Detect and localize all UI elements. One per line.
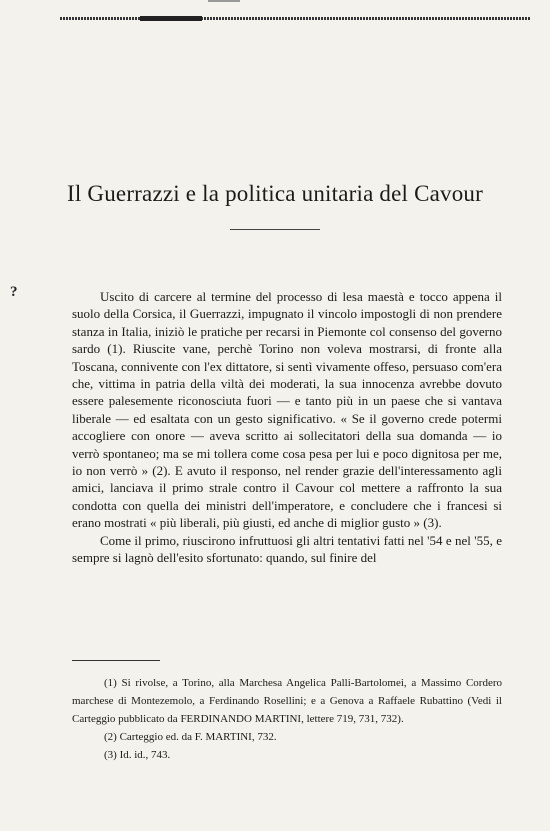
paragraph-2: Come il primo, riuscirono infruttuosi gli altri tentativi fatti nel '54 e nel '55, e sempre si lagnò dell'esito sfortunato: quando, sul finire del (72, 532, 502, 566)
footnote-separator-rule (72, 660, 160, 661)
chapter-title: Il Guerrazzi e la politica unitaria del Cavour (67, 181, 483, 206)
top-rule-dark-segment (140, 16, 202, 21)
top-ornamental-rule (60, 17, 530, 20)
footnotes (72, 674, 502, 764)
body-text (72, 288, 502, 567)
footnote-1: (1) Si rivolse, a Torino, alla Marchesa Angelica Palli-Bartolomei, a Massimo Cordero marchese di Montezemolo, a Ferdinando Rosellini; e a Genova a Raffaele Rubattino (Vedi il Carteggio pubblicato da FERDINANDO MARTINI, lettere 719, 731, 732). (72, 677, 502, 725)
footnote-2: (2) Carteggio ed. da F. MARTINI, 732. (104, 731, 277, 743)
top-tick-mark (208, 0, 240, 2)
title-underline-rule (230, 229, 320, 230)
margin-annotation-mark: ? (10, 284, 18, 300)
footnote-3: (3) Id. id., 743. (104, 749, 171, 761)
paragraph-1: Uscito di carcere al termine del processo di lesa maestà e tocco appena il suolo della Corsica, il Guerrazzi, impugnato il vincolo impostogli di non prendere stanza in Italia, iniziò le pratiche per recarsi in Piemonte col consenso del governo sardo (1). Riuscite vane, perchè Torino non voleva mostrarsi, di fronte alla Toscana, connivente con l'ex dittatore, si sentì vivamente offeso, persuaso com'era che, vittima in patria della viltà dei moderati, la sua innocenza avrebbe dovuto essere palesemente riconosciuta fuori — e tanto più in un paese che si vantava liberale — ed esaltata con un gesto significativo. « Se il governo crede potermi accogliere con onore — aveva scritto ai sollecitatori della sua domanda — io verrò spontaneo; ma se mi tollera come cosa pesa per lui e poco dignitosa per me, io non verrò » (2). E avuto il responso, nel render grazie dell'interessamento agli amici, lanciava il primo strale contro il Cavour col mettere a raffronto la sua condotta con quella dei ministri dell'imperatore, e concludere che i francesi si erano mostrati « più liberali, più giusti, ed anche di miglior gusto » (3). (72, 289, 502, 531)
